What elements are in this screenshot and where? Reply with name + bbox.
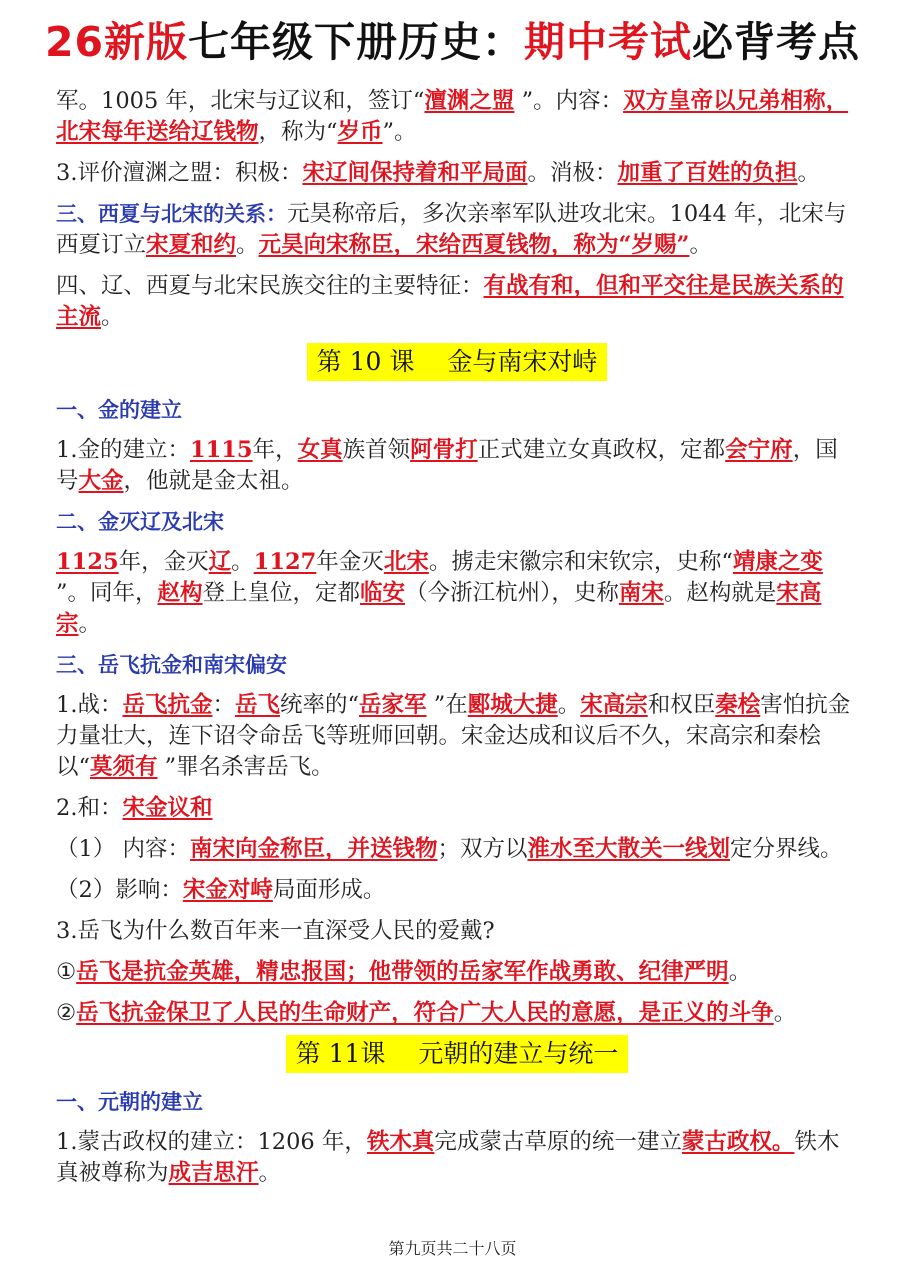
key-term: 岁币 — [337, 119, 383, 145]
paragraph-treaty-impact: （2）影响：宋金对峙局面形成。 — [56, 877, 386, 903]
paragraph-yuefei-war: 1.战：岳飞抗金：岳飞统率的“岳家军 ”在郾城大捷。宋高宗和权臣秦桧害怕抗金力量壮大，连下诏令命岳飞等班师回朝。宋金达成和议后不久，宋高宗和秦桧以“莫须有 ”罪名杀害岳飞。 — [56, 692, 851, 780]
key-term: 赵构 — [157, 580, 203, 606]
lesson-11-heading: 第 11课 元朝的建立与统一 — [286, 1035, 629, 1073]
key-term: 临安 — [360, 580, 406, 606]
key-term: 大金 — [78, 468, 124, 494]
key-term: 南宋 — [618, 580, 664, 606]
title-part-red-2: 期中考试 — [524, 18, 693, 66]
key-term: 岳飞是抗金英雄，精忠报国；他带领的岳家军作战勇敢、纪律严明 — [76, 959, 729, 985]
key-term: 宋金对峙 — [182, 877, 273, 903]
key-term: 宋高宗 — [56, 580, 822, 637]
key-term: 淮水至大散关一线划 — [527, 836, 731, 862]
key-term: 有战有和，但和平交往是民族关系的主流 — [56, 273, 844, 330]
key-term: 元昊向宋称臣，宋给西夏钱物，称为“岁赐” — [258, 232, 690, 258]
key-term: 1115 — [189, 437, 253, 463]
lesson-10-heading: 第 10 课 金与南宋对峙 — [307, 343, 608, 381]
key-term: 女真 — [297, 437, 343, 463]
section-heading-jin-founding: 一、金的建立 — [56, 398, 182, 422]
title-part-black-2: 必背考点 — [692, 18, 861, 66]
key-term: 岳飞 — [235, 692, 281, 718]
key-term: 铁木真 — [366, 1129, 435, 1155]
section-heading-jin-conquest: 二、金灭辽及北宋 — [56, 510, 224, 534]
paragraph-treaty-content: （1） 内容：南宋向金称臣，并送钱物；双方以淮水至大散关一线划定分界线。 — [56, 836, 843, 862]
title-part-black: 七年级下册历史： — [188, 18, 525, 66]
key-term: 南宋向金称臣，并送钱物 — [189, 836, 438, 862]
key-term: 宋高宗 — [580, 692, 648, 718]
key-term: 宋夏和约 — [146, 232, 237, 258]
paragraph-ethnic-exchange: 四、辽、西夏与北宋民族交往的主要特征：有战有和，但和平交往是民族关系的主流。 — [56, 273, 844, 330]
paragraph-peace-treaty: 2.和：宋金议和 — [56, 795, 213, 821]
section-heading-yuefei: 三、岳飞抗金和南宋偏安 — [56, 653, 287, 677]
paragraph-mongol-founding: 1.蒙古政权的建立：1206 年，铁木真完成蒙古草原的统一建立蒙古政权。铁木真被尊称为成吉思汗。 — [56, 1129, 840, 1186]
key-term: 1125 — [56, 549, 119, 575]
page-title — [0, 14, 905, 70]
key-term: 岳飞抗金保卫了人民的生命财产，符合广大人民的意愿，是正义的斗争 — [76, 1000, 774, 1026]
section-heading-inline: 三、西夏与北宋的关系： — [56, 202, 287, 226]
key-term: 成吉思汗 — [168, 1160, 259, 1186]
key-term: 靖康之变 — [732, 549, 823, 575]
key-term: 岳飞抗金 — [122, 692, 213, 718]
key-term: 双方皇帝以兄弟相称，北宋每年送给辽钱物 — [56, 88, 849, 145]
section-heading-yuan-founding: 一、元朝的建立 — [56, 1090, 203, 1114]
paragraph-question: 3.岳飞为什么数百年来一直深受人民的爱戴? — [56, 918, 495, 944]
document-body — [56, 86, 858, 1199]
key-term: 澶渊之盟 — [424, 88, 515, 114]
key-term: 莫须有 — [90, 754, 158, 780]
paragraph-jin-conquest: 1125年，金灭辽。1127年金灭北宋。掳走宋徽宗和宋钦宗，史称“靖康之变 ”。同年，赵构登上皇位，定都临安（今浙江杭州），史称南宋。赵构就是宋高宗。 — [56, 549, 823, 637]
paragraph-answer-1: ①岳飞是抗金英雄，精忠报国；他带领的岳家军作战勇敢、纪律严明。 — [56, 959, 752, 985]
key-term: 秦桧 — [715, 692, 761, 718]
key-term: 会宁府 — [725, 437, 793, 463]
key-term: 北宋 — [383, 549, 429, 575]
paragraph-xixia-relation: 三、西夏与北宋的关系：元昊称帝后，多次亲率军队进攻北宋。1044 年，北宋与西夏订立宋夏和约。元昊向宋称臣，宋给西夏钱物，称为“岁赐”。 — [56, 201, 847, 258]
title-part-red: 26新版 — [44, 18, 189, 66]
paragraph-answer-2: ②岳飞抗金保卫了人民的生命财产，符合广大人民的意愿，是正义的斗争。 — [56, 1000, 797, 1026]
paragraph-jin-founding: 1.金的建立：1115年，女真族首领阿骨打正式建立女真政权，定都会宁府，国号大金，他就是金太祖。 — [56, 437, 838, 494]
key-term: 加重了百姓的负担 — [617, 160, 798, 186]
key-term: 岳家军 — [359, 692, 427, 718]
page-footer: 第九页共二十八页 — [388, 1239, 517, 1258]
key-term: 蒙古政权。 — [681, 1129, 795, 1155]
key-term: 阿骨打 — [410, 437, 478, 463]
paragraph-chanyuan-content: 军。1005 年，北宋与辽议和，签订“澶渊之盟 ”。内容：双方皇帝以兄弟相称，北宋每年送给辽钱物，称为“岁币”。 — [56, 88, 849, 145]
key-term: 郾城大捷 — [467, 692, 558, 718]
paragraph-chanyuan-evaluation: 3.评价澶渊之盟：积极：宋辽间保持着和平局面。消极：加重了百姓的负担。 — [56, 160, 821, 186]
key-term: 宋金议和 — [122, 795, 213, 821]
key-term: 1127 — [253, 549, 317, 575]
key-term: 宋辽间保持着和平局面 — [302, 160, 528, 186]
key-term: 辽 — [208, 549, 232, 575]
